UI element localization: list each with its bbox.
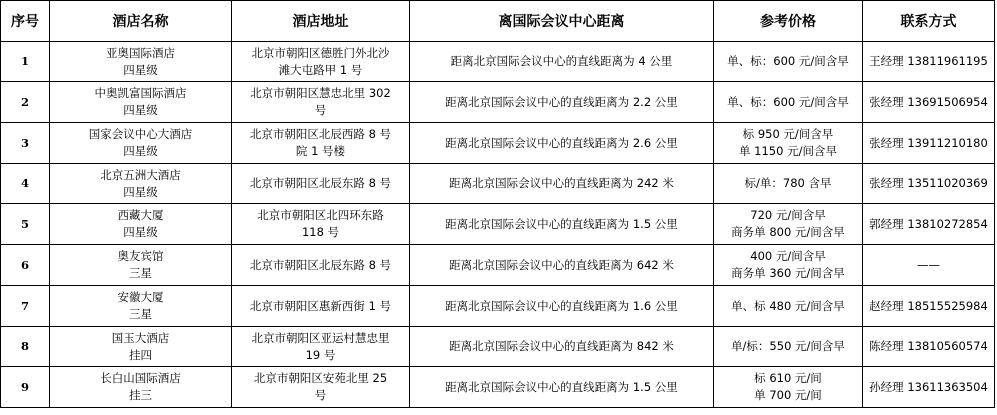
hotel-price-line: 单 700 元/间 [754,388,822,402]
hotel-distance: 距离北京国际会议中心的直线距离为 2.2 公里 [410,82,714,123]
table-row [1,367,995,408]
hotel-contact: 赵经理 18515525984 [863,286,995,327]
hotel-distance: 距离北京国际会议中心的直线距离为 1.5 公里 [410,204,714,245]
hotel-level: 四星级 [123,225,158,239]
hotel-name-cell [50,123,232,164]
table-row [1,286,995,327]
hotel-address-cell [232,164,410,204]
hotel-level: 四星级 [123,103,158,117]
row-number: 5 [1,204,50,245]
hotel-address-line: 北京市朝阳区德胜门外北沙 [251,45,390,60]
hotel-price-line: 商务单 800 元/间含早 [731,225,845,239]
hotel-price-cell [714,286,863,327]
hotel-address-cell [232,82,410,123]
hotel-address-line: 北京市朝阳区北辰西路 8 号 [249,127,392,141]
hotel-level: 四星级 [123,144,158,158]
hotel-contact: 陈经理 13810560574 [863,327,995,367]
hotel-price-line: 400 元/间含早 [750,249,826,263]
hotel-price-line: 标 610 元/间 [754,371,822,385]
header-distance: 离国际会议中心距离 [410,1,714,42]
hotel-name-cell [50,286,232,327]
hotel-price-line: 单、标 480 元/间含早 [731,298,845,313]
hotel-address-line: 滩大屯路甲 1 号 [278,62,363,77]
hotel-contact: —— [863,245,995,286]
hotel-address-cell [232,327,410,367]
hotel-distance: 距离北京国际会议中心的直线距离为 642 米 [410,245,714,286]
hotel-name: 国家会议中心大酒店 [88,127,193,141]
hotel-distance: 距离北京国际会议中心的直线距离为 4 公里 [410,42,714,82]
hotel-level: 四星级 [123,184,158,199]
hotel-distance: 距离北京国际会议中心的直线距离为 1.5 公里 [410,367,714,408]
hotel-address-cell [232,123,410,164]
hotel-name: 国玉大酒店 [111,330,170,345]
row-number: 8 [1,327,50,367]
hotel-price-cell [714,123,863,164]
hotel-price-line: 单、标：600 元/间含早 [727,54,849,68]
hotel-contact: 张经理 13691506954 [863,82,995,123]
hotel-distance: 距离北京国际会议中心的直线距离为 242 米 [410,164,714,204]
hotel-address-line: 北京市朝阳区惠新西街 1 号 [249,298,392,313]
hotel-name-cell [50,327,232,367]
header-contact: 联系方式 [863,1,995,42]
hotel-price-line: 标/单：780 含早 [744,176,832,190]
hotel-address-line: 北京市朝阳区北辰东路 8 号 [249,257,392,272]
hotel-price-line: 商务单 360 元/间含早 [731,266,845,280]
hotel-contact: 张经理 13911210180 [863,123,995,164]
hotel-address-line: 号 [314,103,327,117]
hotel-address-cell [232,367,410,408]
row-number: 3 [1,123,50,164]
hotel-name: 奥友宾馆 [117,249,164,263]
hotel-address-cell [232,245,410,286]
row-number: 2 [1,82,50,123]
table-row [1,82,995,123]
hotel-level: 挂三 [129,388,152,402]
header-address: 酒店地址 [232,1,410,42]
hotel-name-cell [50,42,232,82]
hotel-address-line: 北京市朝阳区北四环东路 [257,208,384,222]
row-number: 9 [1,367,50,408]
hotel-price-cell [714,245,863,286]
hotel-contact: 张经理 13511020369 [863,164,995,204]
hotel-name-cell [50,245,232,286]
hotel-address-line: 北京市朝阳区亚运村慧忠里 [251,330,390,345]
hotel-address-line: 19 号 [305,347,336,362]
hotel-level: 挂四 [129,347,152,362]
row-number: 7 [1,286,50,327]
table-row [1,164,995,204]
hotel-name: 西藏大厦 [117,208,164,222]
hotel-price-line: 720 元/间含早 [750,208,826,222]
hotel-name: 北京五洲大酒店 [100,167,181,182]
hotel-level: 三星 [129,307,152,321]
hotel-contact: 郭经理 13810272854 [863,204,995,245]
hotel-price-cell [714,367,863,408]
hotel-contact: 孙经理 13611363504 [863,367,995,408]
header-no: 序号 [1,1,50,42]
hotel-price-line: 标 950 元/间含早 [742,127,834,141]
hotel-name-cell [50,367,232,408]
hotel-distance: 距离北京国际会议中心的直线距离为 1.6 公里 [410,286,714,327]
hotel-address-cell [232,286,410,327]
hotel-address-line: 号 [314,388,327,402]
hotel-price-cell [714,42,863,82]
hotel-address-line: 北京市朝阳区慧忠北里 302 [250,86,391,100]
table-row [1,42,995,82]
table-row [1,204,995,245]
hotel-level: 三星 [129,266,152,280]
hotel-address-cell [232,204,410,245]
hotel-price-line: 单/标：550 元/间含早 [731,339,845,353]
header-price: 参考价格 [714,1,863,42]
hotel-level: 四星级 [123,62,158,77]
header-name: 酒店名称 [50,1,232,42]
hotel-price-line: 单 1150 元/间含早 [739,144,837,158]
hotel-distance: 距离北京国际会议中心的直线距离为 842 米 [410,327,714,367]
hotel-name: 亚奥国际酒店 [106,45,175,60]
hotel-contact: 王经理 13811961195 [863,42,995,82]
table-row [1,123,995,164]
hotel-address-line: 院 1 号楼 [295,144,346,158]
row-number: 4 [1,164,50,204]
hotel-price-cell [714,82,863,123]
hotel-price-cell [714,204,863,245]
hotel-name: 长白山国际酒店 [100,371,181,385]
hotel-address-line: 118 号 [301,225,340,239]
hotel-distance: 距离北京国际会议中心的直线距离为 2.6 公里 [410,123,714,164]
table-row [1,327,995,367]
hotel-address-cell [232,42,410,82]
hotel-name-cell [50,164,232,204]
hotel-name: 安徽大厦 [117,290,164,304]
hotel-price-line: 单、标：600 元/间含早 [727,94,849,109]
row-number: 6 [1,245,50,286]
table-header-row [1,1,995,42]
hotel-price-cell [714,164,863,204]
hotel-name: 中奥凯富国际酒店 [94,86,187,100]
hotel-price-cell [714,327,863,367]
hotel-address-line: 北京市朝阳区安苑北里 25 [253,371,388,385]
row-number: 1 [1,42,50,82]
hotel-name-cell [50,204,232,245]
hotel-address-line: 北京市朝阳区北辰东路 8 号 [249,176,392,190]
table-row [1,245,995,286]
hotel-name-cell [50,82,232,123]
